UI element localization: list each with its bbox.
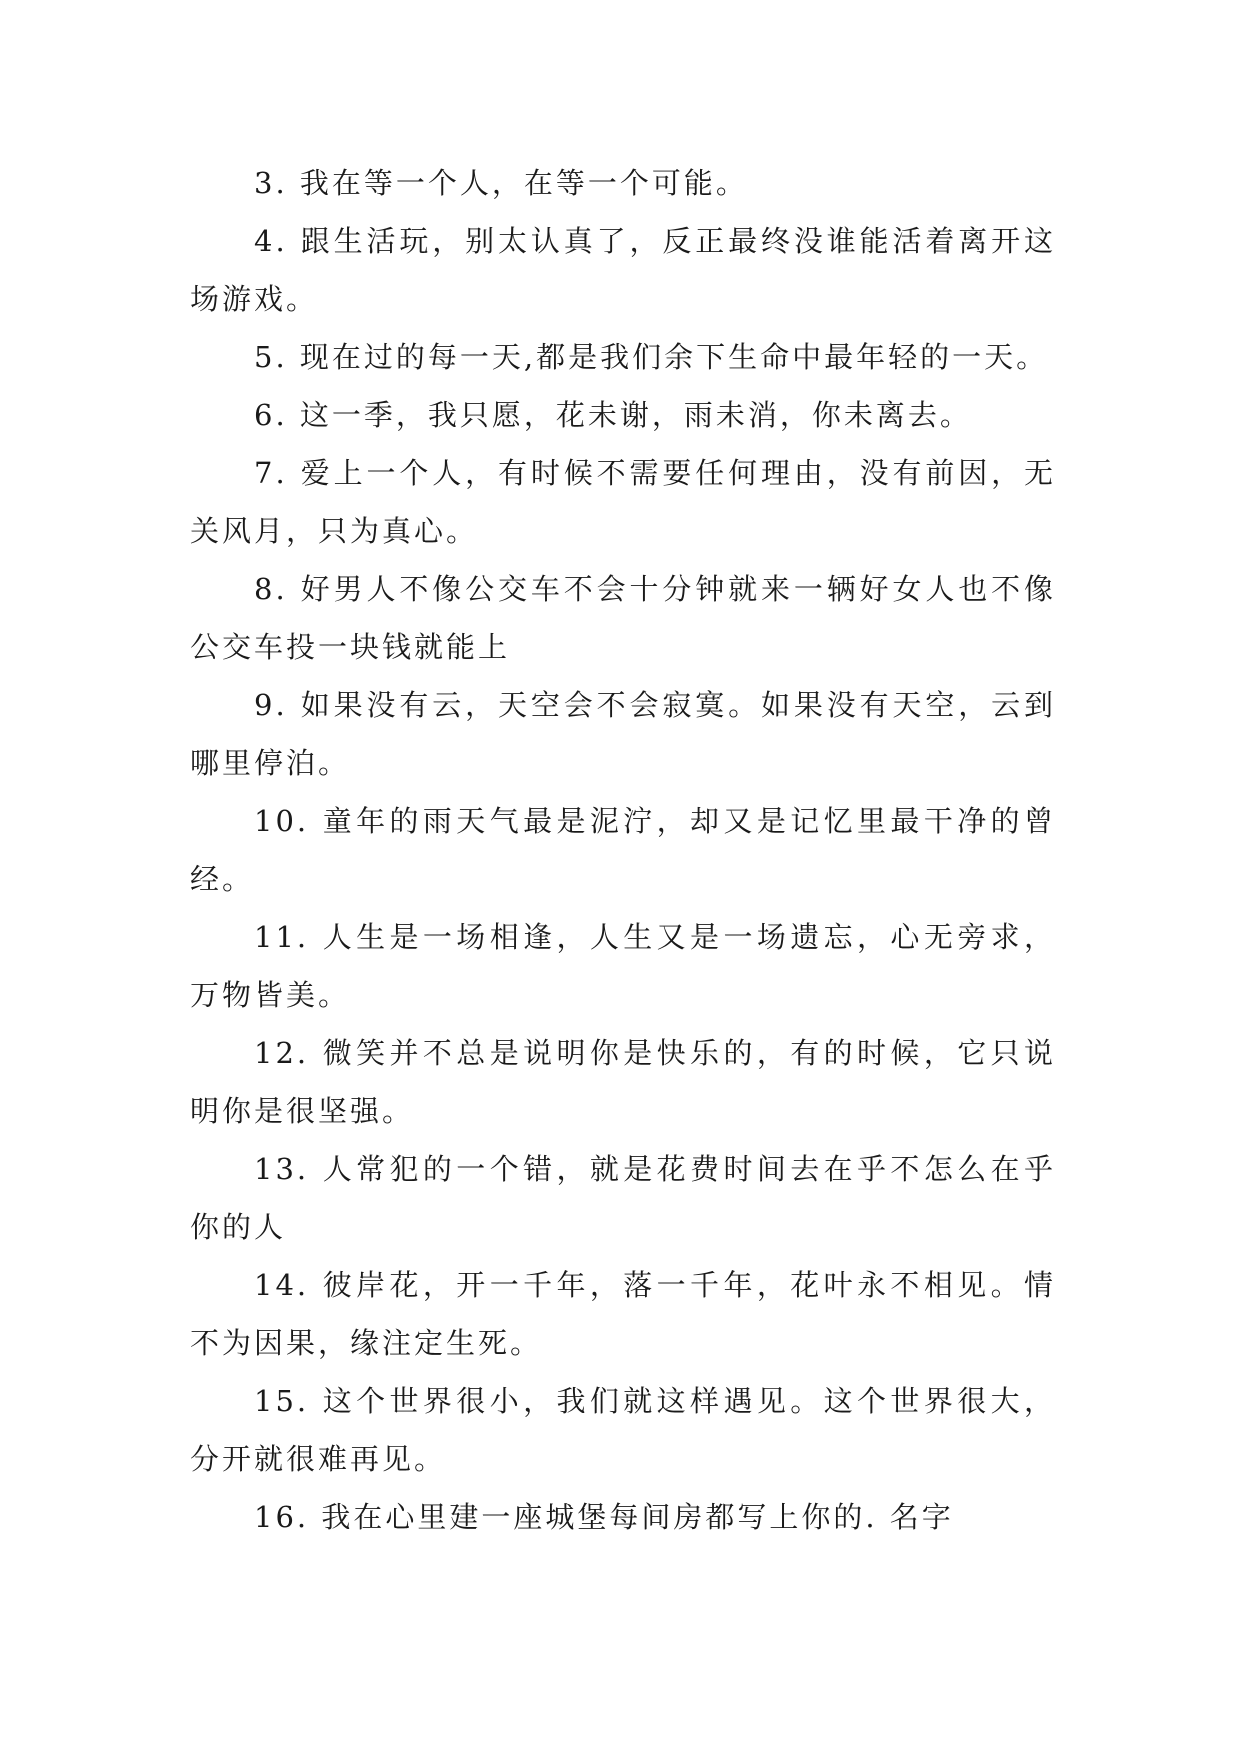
list-item: 6. 这一季，我只愿，花未谢，雨未消，你未离去。 xyxy=(254,398,972,432)
list-item: 14. 彼岸花，开一千年，落一千年，花叶永不相见。情不为因果，缘注定生死。 xyxy=(190,1268,1056,1360)
list-item: 15. 这个世界很小，我们就这样遇见。这个世界很大，分开就很难再见。 xyxy=(190,1384,1056,1476)
list-item: 4. 跟生活玩，别太认真了，反正最终没谁能活着离开这场游戏。 xyxy=(190,224,1056,316)
list-item: 12. 微笑并不总是说明你是快乐的，有的时候，它只说明你是很坚强。 xyxy=(190,1036,1056,1128)
list-item: 9. 如果没有云，天空会不会寂寞。如果没有天空，云到哪里停泊。 xyxy=(190,688,1056,780)
list-item: 5. 现在过的每一天,都是我们余下生命中最年轻的一天。 xyxy=(254,340,1049,374)
list-item: 3. 我在等一个人，在等一个可能。 xyxy=(254,166,748,200)
list-item: 16. 我在心里建一座城堡每间房都写上你的. 名字 xyxy=(254,1500,954,1534)
list-item: 11. 人生是一场相逢，人生又是一场遗忘，心无旁求，万物皆美。 xyxy=(190,920,1056,1012)
list-item: 8. 好男人不像公交车不会十分钟就来一辆好女人也不像公交车投一块钱就能上 xyxy=(190,572,1056,664)
list-item: 7. 爱上一个人，有时候不需要任何理由，没有前因，无关风月，只为真心。 xyxy=(190,456,1056,548)
document-body xyxy=(190,154,1056,1546)
list-item: 10. 童年的雨天气最是泥泞，却又是记忆里最干净的曾经。 xyxy=(190,804,1056,896)
list-item: 13. 人常犯的一个错，就是花费时间去在乎不怎么在乎你的人 xyxy=(190,1152,1056,1244)
